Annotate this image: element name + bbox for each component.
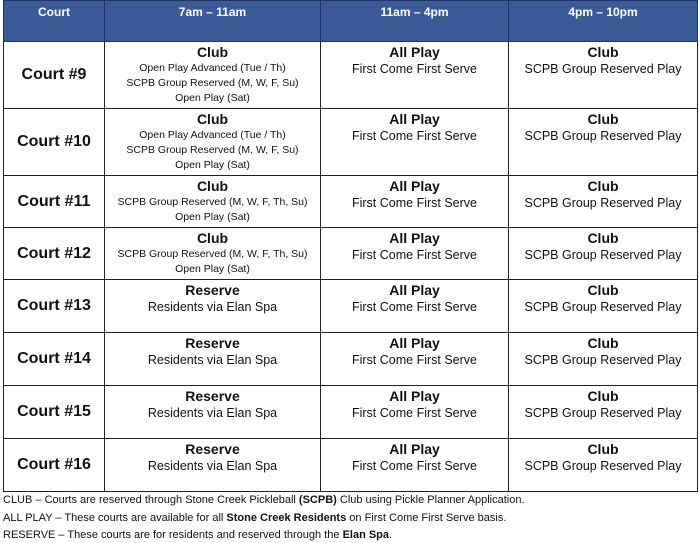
category-label: Club — [587, 44, 619, 60]
category-label: Reserve — [185, 388, 240, 404]
legend-reserve — [3, 528, 392, 542]
category-label: Club — [587, 282, 619, 298]
evening-cell — [509, 228, 698, 280]
midday-cell — [321, 42, 509, 109]
category-label: Club — [587, 441, 619, 457]
detail-text: SCPB Group Reserved Play — [524, 459, 682, 473]
table-row — [4, 109, 698, 176]
legend-text: . — [389, 529, 393, 541]
legend-text: CLUB – Courts are reserved through Stone Creek Pickleball — [3, 494, 299, 506]
evening-cell — [509, 176, 698, 228]
detail-text: SCPB Group Reserved Play — [524, 196, 682, 210]
court-name: Court #9 — [4, 42, 105, 109]
category-label: Club — [196, 178, 229, 194]
category-label: Club — [196, 230, 229, 246]
morning-cell — [105, 333, 321, 386]
detail-text: SCPB Group Reserved Play — [524, 406, 682, 420]
legend-emphasis: Elan Spa — [342, 529, 390, 541]
table-row — [4, 439, 698, 492]
morning-cell — [105, 280, 321, 333]
detail-text: SCPB Group Reserved Play — [524, 129, 682, 143]
detail-line: SCPB Group Reserved (M, W, F, Th, Su) — [117, 196, 308, 208]
category-label: All Play — [389, 178, 440, 194]
detail-line: Open Play (Sat) — [175, 159, 250, 171]
evening-cell — [509, 333, 698, 386]
court-name: Court #13 — [4, 280, 105, 333]
header-court: Court — [4, 1, 105, 42]
court-name: Court #11 — [4, 176, 105, 228]
header-evening: 4pm – 10pm — [509, 1, 698, 42]
header-row — [4, 1, 698, 42]
category-label: Club — [587, 388, 619, 404]
detail-text: First Come First Serve — [351, 62, 477, 76]
midday-cell — [321, 386, 509, 439]
midday-cell — [321, 176, 509, 228]
legend-club — [3, 493, 525, 507]
evening-cell — [509, 386, 698, 439]
category-label: All Play — [389, 388, 440, 404]
detail-line: Open Play (Sat) — [175, 92, 250, 104]
midday-cell — [321, 280, 509, 333]
detail-text: First Come First Serve — [351, 300, 477, 314]
court-schedule-table — [3, 0, 698, 492]
category-label: Club — [587, 335, 619, 351]
category-label: All Play — [389, 335, 440, 351]
detail-text: First Come First Serve — [351, 459, 477, 473]
detail-line: Open Play Advanced (Tue / Th) — [139, 62, 286, 74]
legend-text: RESERVE – These courts are for residents and reserved through the — [3, 529, 343, 541]
table-row — [4, 333, 698, 386]
category-label: Reserve — [185, 441, 240, 457]
detail-line: SCPB Group Reserved (M, W, F, Th, Su) — [117, 248, 308, 260]
detail-line: Open Play (Sat) — [175, 263, 250, 275]
evening-cell — [509, 439, 698, 492]
detail-text: First Come First Serve — [351, 129, 477, 143]
detail-text: Residents via Elan Spa — [147, 300, 278, 314]
detail-text: SCPB Group Reserved Play — [524, 300, 682, 314]
midday-cell — [321, 333, 509, 386]
evening-cell — [509, 280, 698, 333]
legend-emphasis: Stone Creek Residents — [226, 512, 347, 524]
evening-cell — [509, 109, 698, 176]
category-label: Reserve — [185, 282, 240, 298]
category-label: All Play — [389, 282, 440, 298]
detail-line: Open Play Advanced (Tue / Th) — [139, 129, 286, 141]
detail-text: Residents via Elan Spa — [147, 406, 278, 420]
category-label: Club — [196, 44, 229, 60]
table-row — [4, 42, 698, 109]
legend-text: Club using Pickle Planner Application. — [336, 494, 525, 506]
category-label: Club — [587, 178, 619, 194]
court-name: Court #16 — [4, 439, 105, 492]
table-row — [4, 228, 698, 280]
legend-emphasis: (SCPB) — [298, 494, 337, 506]
category-label: Club — [587, 230, 619, 246]
category-label: All Play — [389, 230, 440, 246]
detail-text: SCPB Group Reserved Play — [524, 353, 682, 367]
court-name: Court #10 — [4, 109, 105, 176]
category-label: Reserve — [185, 335, 240, 351]
category-label: All Play — [389, 441, 440, 457]
detail-line: Open Play (Sat) — [175, 211, 250, 223]
category-label: All Play — [389, 111, 440, 127]
table-row — [4, 176, 698, 228]
legend-text: on First Come First Serve basis. — [346, 512, 507, 524]
evening-cell — [509, 42, 698, 109]
morning-cell — [105, 228, 321, 280]
header-midday: 11am – 4pm — [321, 1, 509, 42]
midday-cell — [321, 109, 509, 176]
morning-cell — [105, 176, 321, 228]
table-row — [4, 280, 698, 333]
detail-line: SCPB Group Reserved (M, W, F, Su) — [126, 77, 299, 89]
legend-text: ALL PLAY – These courts are available for all — [3, 512, 227, 524]
legend-allplay — [3, 511, 506, 525]
morning-cell — [105, 386, 321, 439]
detail-text: SCPB Group Reserved Play — [524, 248, 682, 262]
table-row — [4, 386, 698, 439]
midday-cell — [321, 439, 509, 492]
morning-cell — [105, 439, 321, 492]
court-name: Court #15 — [4, 386, 105, 439]
detail-text: First Come First Serve — [351, 353, 477, 367]
category-label: Club — [196, 111, 229, 127]
morning-cell — [105, 109, 321, 176]
midday-cell — [321, 228, 509, 280]
court-name: Court #12 — [4, 228, 105, 280]
court-name: Court #14 — [4, 333, 105, 386]
detail-text: First Come First Serve — [351, 248, 477, 262]
detail-text: SCPB Group Reserved Play — [524, 62, 682, 76]
detail-text: First Come First Serve — [351, 406, 477, 420]
detail-text: Residents via Elan Spa — [147, 353, 278, 367]
detail-text: Residents via Elan Spa — [147, 459, 278, 473]
header-morning: 7am – 11am — [105, 1, 321, 42]
morning-cell — [105, 42, 321, 109]
category-label: Club — [587, 111, 619, 127]
detail-text: First Come First Serve — [351, 196, 477, 210]
detail-line: SCPB Group Reserved (M, W, F, Su) — [126, 144, 299, 156]
category-label: All Play — [389, 44, 440, 60]
